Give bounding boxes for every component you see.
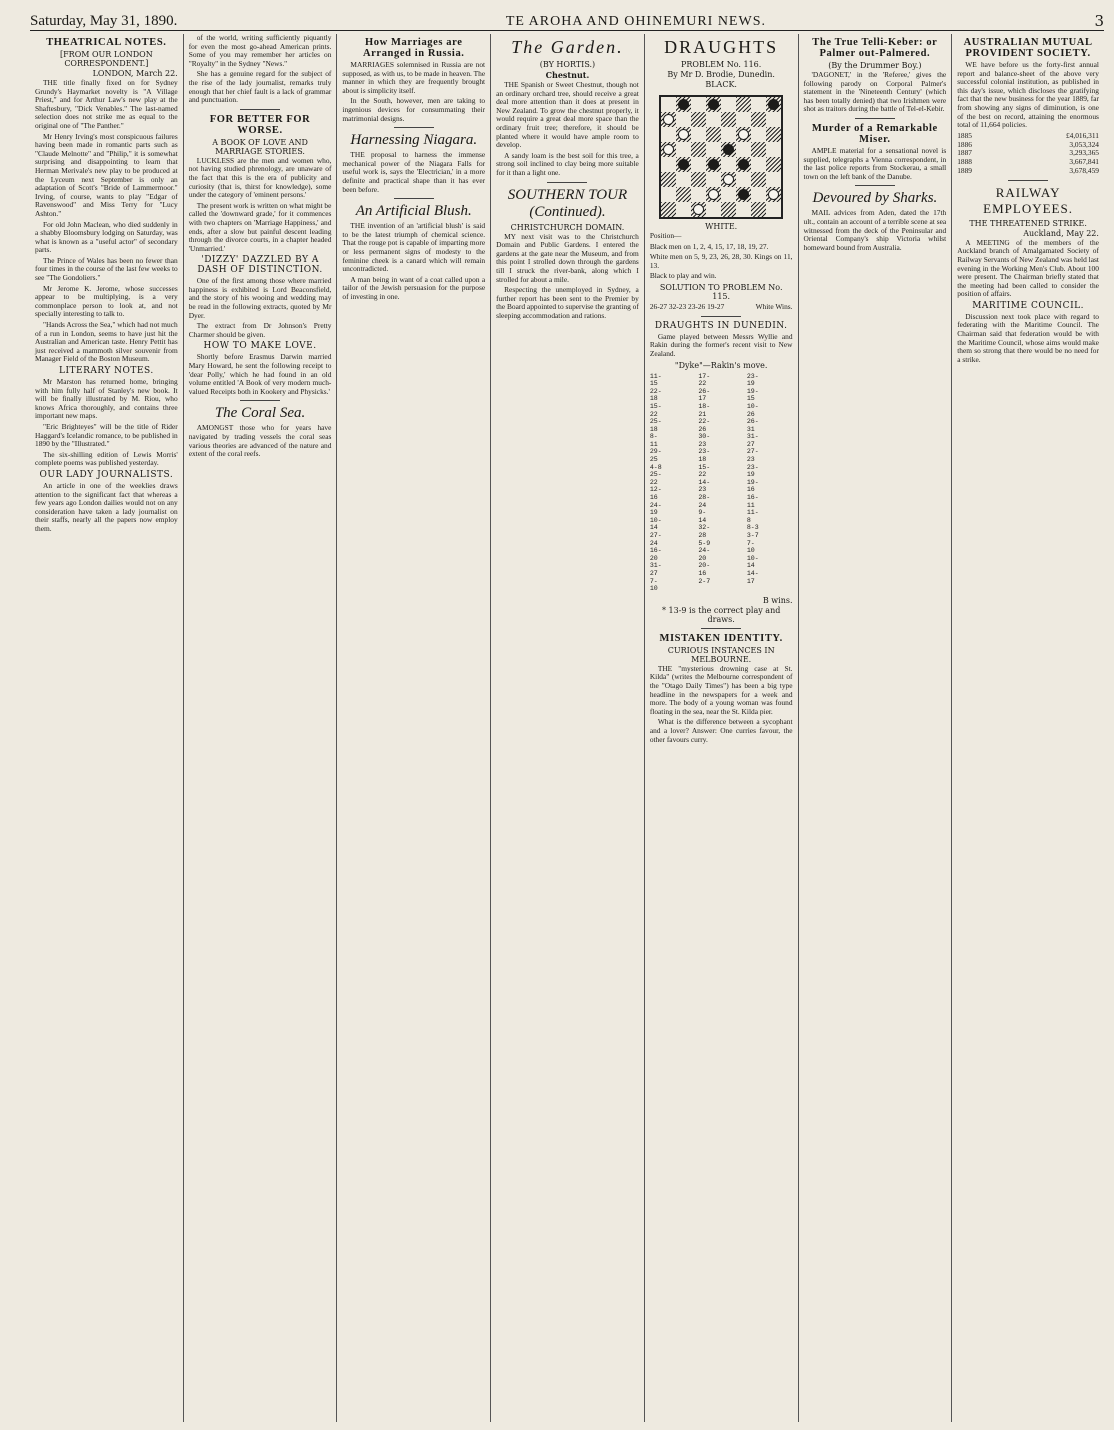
game-result: B wins. (762, 595, 793, 605)
move-entry: 10-26 (746, 402, 759, 418)
article-paragraph: WE have before us the forty-first annual report and balance-sheet of the above very successful colonial institution, as published in this day's issue, which discloses the gratifying fact that the new business for the year 1889, far from showing any signs of diminution, is one of the best on record, attaining the enormous total of 11,664 policies. (957, 60, 1099, 130)
article-paragraph: THE Spanish or Sweet Chestnut, though not an ordinary orchard tree, should receive a great deal more attention than it does at present in New Zealand. To grow the chestnut properly, it would require a great deal more space than the ordinary fruit tree; therefore, it should be planted where it would have ample room to develop. (496, 80, 639, 150)
theatrical-notes-heading: THEATRICAL NOTES. (46, 37, 167, 48)
dateline: LONDON, March 22. (92, 69, 178, 78)
move-entry: 25-18 (649, 418, 662, 433)
melbourne-subhead: CURIOUS INSTANCES IN MELBOURNE. (667, 645, 775, 664)
solution-row (650, 303, 793, 312)
move-entry: 27-24 (649, 532, 662, 547)
move-entry: 18-21 (698, 402, 711, 418)
white-label: WHITE. (705, 222, 738, 231)
move-entry: 22-26 (698, 418, 711, 433)
move-entry: 24-19 (649, 501, 662, 517)
move-entry: 15-22 (649, 402, 662, 418)
article-paragraph: MY next visit was to the Christchurch Domain and Public Gardens. I entered the gardens at the gate near the Museum, and from this point I strolled down through the gardens till I struck the river-bank, along which I strolled for about a mile. (496, 231, 639, 284)
garden-byline: (BY HORTIS.) (539, 60, 596, 69)
article-paragraph: One of the first among those where married happiness is exhibited is Lord Beaconsfield, and the story of his wooing and wedding may be read in the following extracts, quoted by Mr Dyer. (188, 276, 332, 320)
divider (394, 127, 434, 128)
move-entry: 23-18 (698, 448, 711, 464)
railway-heading: RAILWAY EMPLOYEES. (983, 184, 1073, 216)
subheading: A BOOK OF LOVE AND MARRIAGE STORIES. (212, 137, 308, 156)
board-square (721, 112, 736, 127)
move-entry: 7-10 (649, 577, 658, 593)
column-1 (30, 34, 184, 1422)
maritime-council-heading: MARITIME COUNCIL. (972, 300, 1084, 311)
board-square (676, 142, 691, 157)
article-paragraph: "Hands Across the Sea," which had not much of a run in London, seems to have just hit the Australian and American taste. Henry Pettit has just received a mammoth silver souvenir from Manager Field of the Boston Museum. (35, 320, 178, 364)
board-square (766, 187, 781, 202)
move-entry: 3-7 (746, 532, 759, 540)
board-square (691, 172, 706, 187)
article-paragraph: THE proposal to harness the immense mechanical power of the Niagara Falls for useful work is, says the 'Electrician,' in a more definite and practical shape than it has ever been before. (342, 150, 486, 194)
position-text: Position— (649, 231, 682, 240)
issue-date: Saturday, May 31, 1890. (30, 13, 178, 29)
board-square (736, 127, 751, 142)
move-entry: 23-19 (746, 372, 759, 388)
board-square (676, 157, 691, 172)
move-entry: 31-27 (746, 433, 759, 448)
board-square (751, 187, 766, 202)
move-entry: 29-25 (649, 448, 662, 464)
board-square (676, 202, 691, 217)
divider (701, 316, 741, 317)
article-paragraph: MAIL advices from Aden, dated the 17th ult., contain an account of a terrible scene at sea witnessed from the deck of the Peninsular and Oriental Company's ship Victoria whilst homeward bound from Australia. (803, 208, 947, 252)
divider (240, 400, 280, 401)
move-entry: 25-22 (649, 471, 662, 486)
board-square (706, 97, 721, 112)
board-square (736, 157, 751, 172)
article-paragraph: A MEETING of the members of the Auckland branch of Amalgamated Society of Railway Servants of New Zealand was held last evening in the Working Men's Club. About 100 were present. The Chairman briefly stated that the meeting had been called to consider the position of affairs. (957, 237, 1099, 299)
article-paragraph: 'DAGONET,' in the 'Referee,' gives the following parody on Corporal Palmer's statement in the 'Nineteenth Century' (which has been totally denied) that two Irishmen were shot as traitors during the battle of Tel-el-Kebir. (803, 70, 947, 114)
year-cell: 1885 (957, 130, 972, 140)
year-cell: 1888 (957, 157, 972, 167)
board-square (766, 172, 781, 187)
board-square (721, 202, 736, 217)
move-entry: 5-9 (698, 539, 711, 547)
columns (30, 34, 1104, 1422)
black-piece (678, 159, 689, 170)
position-text: White men on 5, 9, 23, 26, 28, 30. Kings on 11, 13. (649, 252, 793, 270)
move-entry: 12-16 (649, 486, 662, 502)
black-piece (738, 189, 749, 200)
move-entry: 32-28 (698, 524, 711, 540)
mistaken-identity-heading: MISTAKEN IDENTITY. (659, 632, 783, 644)
board-square (721, 172, 736, 187)
table-row (957, 167, 1099, 176)
article-paragraph: A sandy loam is the best soil for this tree, a strong soil inclined to clay being more suitable for it than a light one. (496, 150, 639, 177)
solution-moves: 26-27 32-23 23-26 19-27 (649, 301, 725, 311)
move-entry: 28-24 (698, 494, 711, 509)
board-square (661, 157, 676, 172)
article-paragraph: Mr Henry Irving's most conspicuous failures having been made in romantic parts such as "Claude Melnotte" and "Philip," it is somewhat surprising and disappointing to learn that Herman Merivale's new play to be produced at the Lyceum next September is only an adaptation of Scott's "Bride of Lammermoor." Irving, of course, wants to play "Edgar of Ravenswood" and Miss Terry for "Lucy Ashton." (35, 131, 178, 218)
move-entry: 14-17 (746, 569, 759, 585)
article-paragraph: AMPLE material for a sensational novel is supplied, telegraphs a Vienna correspondent, in the last police reports from Stockerau, a small town on the left bank of the Danube. (803, 145, 947, 181)
divider (701, 628, 741, 629)
new-business-table (957, 132, 1099, 176)
board-square (721, 97, 736, 112)
article-paragraph: THE title finally fixed on for Sydney Grundy's Haymarket novelty is "A Village Priest," and for Arthur Law's new play at the Shaftesbury, "Dick Venables." The last-named selection does not strike me as equal to the original one of "The Panther." (35, 78, 178, 130)
solution-end: White Wins. (755, 301, 793, 311)
board-square (661, 142, 676, 157)
board-square (706, 112, 721, 127)
board-square (721, 157, 736, 172)
article-paragraph: Shortly before Erasmus Darwin married Mary Howard, he sent the following receipt to 'dear Polly,' which he had found in an old volume entitled 'A Book of very modern much-valued Receipts both in Kookery and Physicks.' (188, 352, 332, 396)
miser-heading: Murder of a Remarkable Miser. (811, 122, 938, 145)
board-square (706, 157, 721, 172)
board-square (766, 112, 781, 127)
draughts-dunedin-heading: DRAUGHTS IN DUNEDIN. (654, 320, 788, 331)
article-paragraph: A man being in want of a coat called upon a tailor of the Jewish persuasion for the purpose of investing in one. (342, 274, 486, 301)
column-3 (337, 34, 491, 1422)
board-square (661, 127, 676, 142)
column-6 (799, 34, 953, 1422)
move-entry: 23-19 (746, 463, 759, 479)
board-square (691, 112, 706, 127)
amount-cell: 3,053,324 (1069, 139, 1099, 149)
board-square (676, 97, 691, 112)
masthead (30, 6, 1104, 31)
board-square (706, 202, 721, 217)
amount-cell: 3,667,841 (1069, 157, 1099, 167)
board-square (766, 157, 781, 172)
black-piece (678, 99, 689, 110)
column-2 (184, 34, 338, 1422)
board-square (766, 142, 781, 157)
divider (394, 198, 434, 199)
article-paragraph: MARRIAGES solemnised in Russia are not supposed, as with us, to be made in heaven. The manner in which they are frequently brought about is simplicity itself. (342, 60, 486, 95)
article-paragraph: What is the difference between a sycophant and a lover? Answer: One curries favour, the other favours curry. (649, 717, 793, 744)
move-entry: 15-22 (698, 463, 711, 479)
board-square (721, 127, 736, 142)
literary-notes-heading: LITERARY NOTES. (58, 366, 154, 376)
auckland-dateline: Auckland, May 22. (1023, 228, 1099, 238)
amount-cell: £4,016,311 (1065, 130, 1099, 140)
article-paragraph: The extract from Dr Johnson's Pretty Charmer should be given. (188, 321, 332, 339)
board-square (661, 112, 676, 127)
divider (547, 182, 587, 183)
white-piece (738, 129, 749, 140)
board-square (766, 202, 781, 217)
move-entry: 19-16 (746, 478, 759, 494)
position-text: Black to play and win. (649, 271, 717, 281)
article-paragraph: Respecting the unemployed in Sydney, a further report has been sent to the Premier by the Board appointed to supervise the granting of sleeping accommodation and rations. (496, 285, 639, 320)
move-entry: 27-23 (746, 448, 759, 464)
position-text: Black men on 1, 2, 4, 15, 17, 18, 19, 27. (649, 241, 769, 251)
divider (1008, 180, 1048, 181)
moves-table (650, 373, 793, 593)
board-square (661, 172, 676, 187)
garden-heading: The Garden. (511, 37, 624, 57)
how-to-make-love-heading: HOW TO MAKE LOVE. (203, 341, 317, 352)
year-cell: 1886 (957, 139, 972, 149)
board-square (766, 97, 781, 112)
article-paragraph: "Eric Brighteyes" will be the title of Rider Haggard's Icelandic romance, to be published in 1890 by the "Illustrated." (35, 421, 178, 449)
column-5 (645, 34, 799, 1422)
moves-column (698, 373, 744, 593)
moves-column (747, 373, 793, 593)
lady-journalists-heading: OUR LADY JOURNALISTS. (39, 469, 174, 480)
board-square (736, 97, 751, 112)
amp-society-heading: AUSTRALIAN MUTUAL PROVIDENT SOCIETY. (963, 37, 1093, 59)
white-piece (678, 129, 689, 140)
white-piece (708, 189, 719, 200)
white-piece (693, 204, 704, 215)
board-square (736, 112, 751, 127)
move-entry: 17-22 (698, 372, 711, 388)
board-square (751, 127, 766, 142)
move-entry: 30-23 (698, 433, 711, 448)
article-paragraph: Mr Marston has returned home, bringing with him fully half of Stanley's new book. It will be finally illustrated by M. Riou, who knows Africa thoroughly, and contains three important new maps. (35, 377, 178, 421)
divider (855, 118, 895, 119)
board-square (751, 157, 766, 172)
article-paragraph: Discussion next took place with regard to federating with the Maritime Council. The Chairman said that federation would be with the Maritime Council, whose aims would make them so strong that there would be no need for a strike. (957, 311, 1099, 364)
board-square (766, 127, 781, 142)
black-label: BLACK. (705, 80, 737, 89)
amount-cell: 3,678,459 (1069, 165, 1099, 175)
white-piece (663, 114, 674, 125)
amount-cell: 3,293,365 (1069, 148, 1099, 158)
move-entry: 7-10 (746, 539, 755, 555)
draughts-board (659, 95, 783, 219)
move-entry: 16-20 (649, 547, 662, 562)
article-paragraph: of the world, writing sufficiently piquantly for even the most go-ahead American prints. Some of you may remember her articles on "Royalty" in the Sydney "News." (188, 34, 332, 68)
article-paragraph: AMONGST those who for years have navigated by trading vessels the coral seas various theories are advanced of the nature and extent of the coral reefs. (188, 423, 332, 459)
black-piece (723, 144, 734, 155)
board-square (706, 187, 721, 202)
board-square (706, 142, 721, 157)
board-square (691, 202, 706, 217)
article-paragraph: For old John Maclean, who died suddenly in a shabby Bloomsbury lodging on Saturday, was what is known as a "useful actor" of secondary parts. (35, 219, 178, 255)
column-4 (491, 34, 645, 1422)
year-cell: 1887 (957, 148, 972, 158)
black-piece (708, 99, 719, 110)
article-paragraph: Mr Jerome K. Jerome, whose successes appear to be multiplying, is a very commonplace person to look at, and not specially interesting to talk to. (35, 283, 178, 319)
board-square (736, 187, 751, 202)
problem-number: PROBLEM No. 116. (681, 60, 762, 69)
article-paragraph: In the South, however, men are taking to ingenious devices for consummating their matrimonial designs. (342, 96, 486, 123)
white-piece (768, 189, 779, 200)
move-entry: 2-7 (698, 577, 711, 585)
board-square (721, 187, 736, 202)
board-square (676, 187, 691, 202)
move-entry: 22-18 (649, 387, 662, 403)
moves-column (650, 373, 696, 593)
southern-tour-heading: SOUTHERN TOUR (Continued). (507, 186, 628, 220)
divider (855, 185, 895, 186)
game-intro: Game played between Messrs Wyllie and Rakin during the former's recent visit to New Zealand. (649, 331, 793, 358)
niagara-heading: Harnessing Niagara. (350, 132, 478, 149)
year-cell: 1889 (957, 165, 972, 175)
black-piece (708, 159, 719, 170)
move-entry: 8-3 (746, 524, 759, 532)
board-square (706, 127, 721, 142)
move-entry: 31-27 (649, 562, 662, 577)
game-note: * 13-9 is the correct play and draws. (661, 605, 781, 624)
article-paragraph: LUCKLESS are the men and women who, not having studied phrenology, are unaware of the fact that this is the era of publicity and curiosity (that is, thirst for knowledge), some under the category of 'eminent persons.' (188, 155, 332, 200)
board-square (691, 97, 706, 112)
for-better-for-worse-heading: FOR BETTER FOR WORSE. (209, 113, 311, 136)
strike-subhead: THE THREATENED STRIKE. (969, 218, 1087, 228)
article-paragraph: THE "mysterious drowning case at St. Kilda" (writes the Melbourne correspondent of the "Otago Daily Times") has been a big type headline in the newspapers for a week and more. The body of a young woman was found floating in the sea, near the St. Kilda pier. (649, 663, 793, 716)
article-paragraph: The Prince of Wales has been no fewer than four times in the course of the last few weeks to see "The Gondoliers." (35, 255, 178, 283)
move-entry: 11-15 (649, 372, 662, 388)
russia-marriages-heading: How Marriages are Arranged in Russia. (362, 37, 465, 59)
board-square (751, 112, 766, 127)
black-piece (738, 159, 749, 170)
move-entry: 10-14 (649, 516, 662, 532)
board-square (676, 172, 691, 187)
sharks-heading: Devoured by Sharks. (812, 190, 938, 207)
board-square (691, 127, 706, 142)
board-square (751, 202, 766, 217)
move-entry: 20-16 (698, 562, 711, 577)
page-number: 3 (1094, 12, 1104, 30)
board-square (691, 157, 706, 172)
board-square (751, 172, 766, 187)
article-paragraph: An article in one of the weeklies draws attention to the significant fact that whereas a few years ago London dailies would not on any consideration have taken a lady journalist on their staffs, nearly all the papers now employ them. (35, 480, 178, 533)
move-entry: 4-8 (649, 463, 662, 471)
board-square (691, 187, 706, 202)
board-square (661, 187, 676, 202)
board-square (721, 142, 736, 157)
drummer-byline: (By the Drummer Boy.) (828, 61, 922, 70)
problem-author: By Mr D. Brodie, Dunedin. (667, 70, 775, 79)
move-entry: 19-15 (746, 387, 759, 403)
move-entry: 10-14 (746, 554, 759, 570)
board-square (676, 112, 691, 127)
dizzy-heading: 'DIZZY' DAZZLED BY A DASH OF DISTINCTION. (197, 255, 323, 276)
board-square (736, 202, 751, 217)
article-paragraph: THE invention of an 'artificial blush' is said to be the latest triumph of chemical science. That the rouge pot is capable of imparting more or less permanent signs of modesty to the feminine cheek is a canard which will remain uncontradicted. (342, 221, 486, 274)
article-paragraph: The present work is written on what might be called the 'downward grade,' for it commences with two chapters on 'Marriage Happiness,' and ends, after a slow but painful descent leading through the divorce courts, in a chapter headed 'Unmarried.' (188, 200, 332, 253)
move-entry: 24-20 (698, 547, 711, 562)
board-square (751, 97, 766, 112)
board-square (661, 202, 676, 217)
newspaper-title: TE AROHA AND OHINEMURI NEWS. (505, 14, 766, 29)
move-entry: 8-11 (649, 433, 658, 448)
board-square (736, 172, 751, 187)
chestnut-subhead: Chestnut. (545, 70, 590, 80)
board-square (676, 127, 691, 142)
board-square (736, 142, 751, 157)
article-paragraph: The six-shilling edition of Lewis Morris' complete poems was published yesterday. (35, 449, 178, 468)
divider (240, 109, 280, 110)
column-7 (952, 34, 1104, 1422)
move-entry: 16-11 (746, 494, 759, 509)
board-square (706, 172, 721, 187)
move-entry: 14-23 (698, 478, 711, 494)
coral-sea-heading: The Coral Sea. (214, 405, 306, 422)
artificial-blush-heading: An Artificial Blush. (355, 203, 472, 220)
game-title: "Dyke"—Rakin's move. (674, 360, 768, 370)
board-square (691, 142, 706, 157)
move-entry: 9-14 (698, 509, 707, 524)
solution-title: SOLUTION TO PROBLEM No. 115. (659, 282, 783, 301)
move-entry: 26-31 (746, 418, 759, 433)
draughts-heading: DRAUGHTS (664, 37, 779, 57)
correspondent-line: [FROM OUR LONDON CORRESPONDENT.] (60, 50, 153, 68)
move-entry: 11-8 (746, 509, 759, 524)
domain-subhead: CHRISTCHURCH DOMAIN. (510, 222, 625, 232)
white-piece (663, 144, 674, 155)
white-piece (723, 174, 734, 185)
board-square (661, 97, 676, 112)
board-square (751, 142, 766, 157)
black-piece (768, 99, 779, 110)
article-paragraph: She has a genuine regard for the subject of the rise of the lady journalist, remarks truly enough that her chief fault is a lack of grammar and punctuation. (188, 69, 332, 105)
telli-keber-heading: The True Telli-Keber: or Palmer out-Palmered. (812, 37, 938, 59)
move-entry: 26-17 (698, 387, 711, 403)
